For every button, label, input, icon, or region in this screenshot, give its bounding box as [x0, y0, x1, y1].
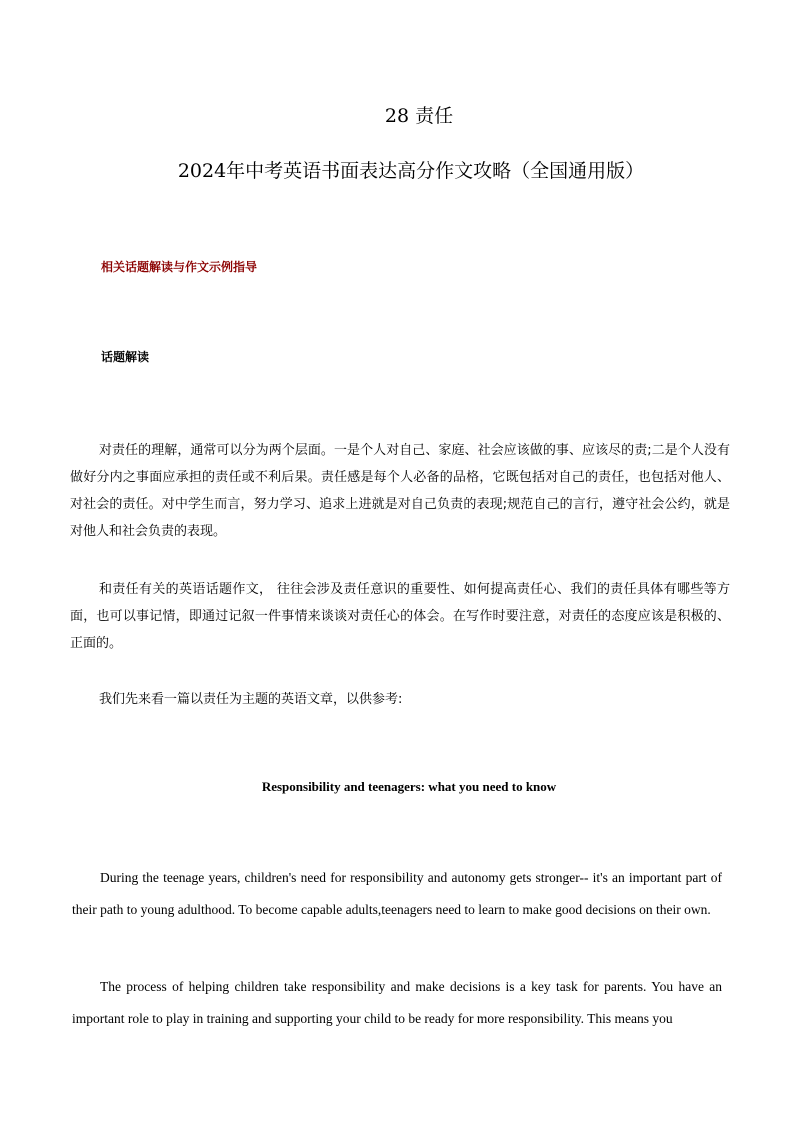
chinese-paragraph-1: 对责任的理解，通常可以分为两个层面。一是个人对自己、家庭、社会应该做的事、应该尽的责;二是个人没有做好分内之事面应承担的责任或不利后果。责任感是每个人必备的品格，它既包括对自己的责任，也包括对他人、对社会的责任。对中学生而言，努力学习、追求上进就是对自己负责的表现;规范自己的言行，遵守社会公约，就是对他人和社会负责的表现。	[70, 443, 730, 539]
section-heading: 相关话题解读与作文示例指导	[101, 260, 258, 274]
chinese-paragraph-3: 我们先来看一篇以责任为主题的英语文章，以供参考:	[99, 692, 403, 707]
article-title: Responsibility and teenagers: what you need to know	[261, 779, 557, 794]
chinese-paragraph-2: 和责任有关的英语话题作文， 往往会涉及责任意识的重要性、如何提高责任心、我们的责任具体有哪些等方面，也可以事记情，即通过记叙一件事情来谈谈对责任心的体会。在写作时要注意，对责任的态度应该是积极的、正面的。	[70, 582, 730, 651]
sub-heading: 话题解读	[101, 350, 150, 364]
english-paragraph-1: During the teenage years, children's need for responsibility and autonomy gets stronger-- it's an important part of their path to young adulthood. To become capable adults,teenagers need to learn to make good decisions on their own.	[72, 870, 722, 917]
document-title: 2024年中考英语书面表达高分作文攻略（全国通用版）	[177, 160, 645, 182]
document-title-number: 28 责任	[384, 105, 454, 127]
english-paragraph-2: The process of helping children take responsibility and make decisions is a key task for parents. You have an important role to play in training and supporting your child to be ready for more responsibility. This means you	[72, 979, 722, 1026]
